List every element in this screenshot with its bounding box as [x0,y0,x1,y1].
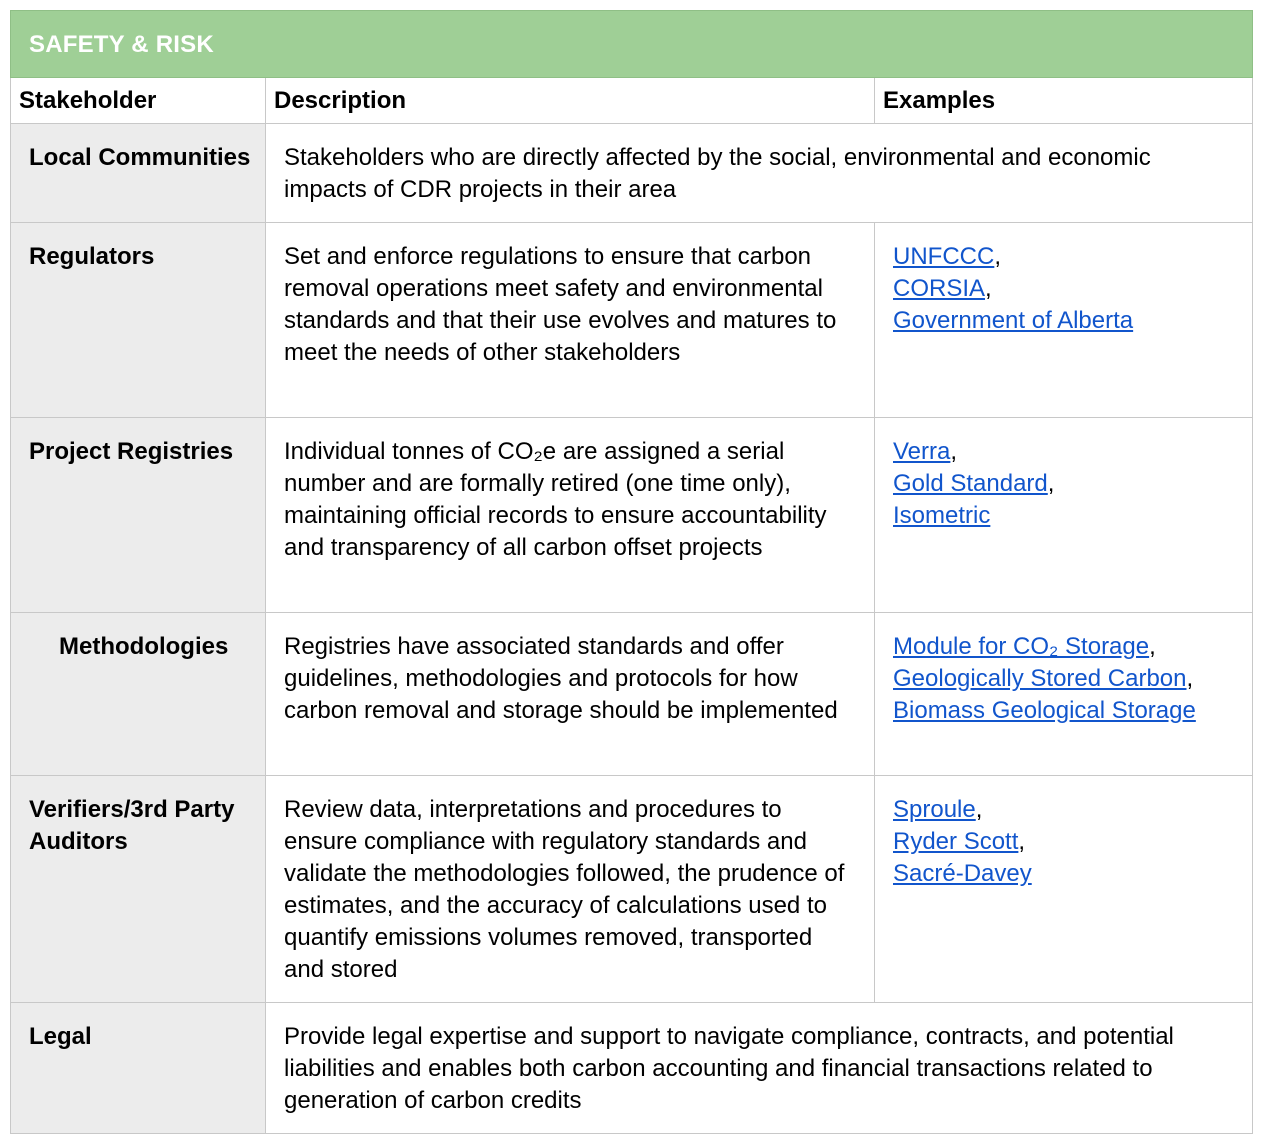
separator: , [1149,633,1156,660]
stakeholder-cell: Verifiers/3rd Party Auditors [11,776,266,1002]
stakeholder-cell: Methodologies [11,613,266,775]
link-ryder-scott[interactable]: Ryder Scott [893,828,1019,855]
examples-cell [875,613,1252,775]
table-row-regulators [10,223,1253,418]
header-description: Description [266,78,875,123]
link-corsia[interactable]: CORSIA [893,275,986,302]
separator: , [1018,828,1026,855]
link-sacre-davey[interactable]: Sacré-Davey [893,860,1032,887]
description-cell: Stakeholders who are directly affected by the social, environmental and economic impacts of CDR projects in their area [284,144,1151,203]
link-sproule[interactable]: Sproule [893,796,976,823]
link-gold-standard[interactable]: Gold Standard [893,470,1048,497]
stakeholder-cell: Regulators [11,223,266,417]
link-verra[interactable]: Verra [893,438,951,465]
link-biomass-geological-storage[interactable]: Biomass Geological Storage [893,697,1196,724]
description-cell: Individual tonnes of CO₂e are assigned a serial number and are formally retired (one time only), maintaining official records to ensure accountability and transparency of all carbon offset projects [266,418,875,612]
separator: , [1186,665,1194,692]
description-cell: Review data, interpretations and procedures to ensure compliance with regulatory standards and validate the methodologies followed, the prudence of estimates, and the accuracy of calculations used to quantify emissions volumes removed, transported and stored [266,776,875,1002]
header-examples: Examples [883,87,996,114]
table-title: SAFETY & RISK [29,31,214,58]
separator: , [994,243,1001,270]
examples-cell [875,418,1252,612]
examples-cell [875,223,1252,417]
stakeholder-cell: Local Communities [11,124,266,222]
separator: , [985,275,992,302]
examples-cell [875,776,1252,1002]
table-row-verifiers [10,776,1253,1003]
separator: , [950,438,958,465]
stakeholder-cell: Project Registries [11,418,266,612]
separator: , [975,796,983,823]
table-row-legal [10,1003,1253,1134]
description-cell: Set and enforce regulations to ensure that carbon removal operations meet safety and environmental standards and that their use evolves and matures to meet the needs of other stakeholders [266,223,875,417]
description-cell: Provide legal expertise and support to navigate compliance, contracts, and potential liabilities and enables both carbon accounting and financial transactions related to generation of carbon credits [284,1023,1174,1114]
header-stakeholder: Stakeholder [11,78,266,123]
table-banner [10,10,1253,78]
table-row-project-registries [10,418,1253,613]
description-cell: Registries have associated standards and offer guidelines, methodologies and protocols for how carbon removal and storage should be implemented [266,613,875,775]
header-row [10,78,1253,124]
table-row-methodologies [10,613,1253,776]
link-unfccc[interactable]: UNFCCC [893,243,995,270]
separator: , [1047,470,1055,497]
table-row-local-communities [10,124,1253,223]
link-isometric[interactable]: Isometric [893,502,991,529]
stakeholder-cell: Legal [11,1003,266,1133]
link-module-for-co2-storage[interactable]: Module for CO₂ Storage [893,633,1150,660]
link-geologically-stored-carbon[interactable]: Geologically Stored Carbon [893,665,1187,692]
link-government-of-alberta[interactable]: Government of Alberta [893,307,1134,334]
